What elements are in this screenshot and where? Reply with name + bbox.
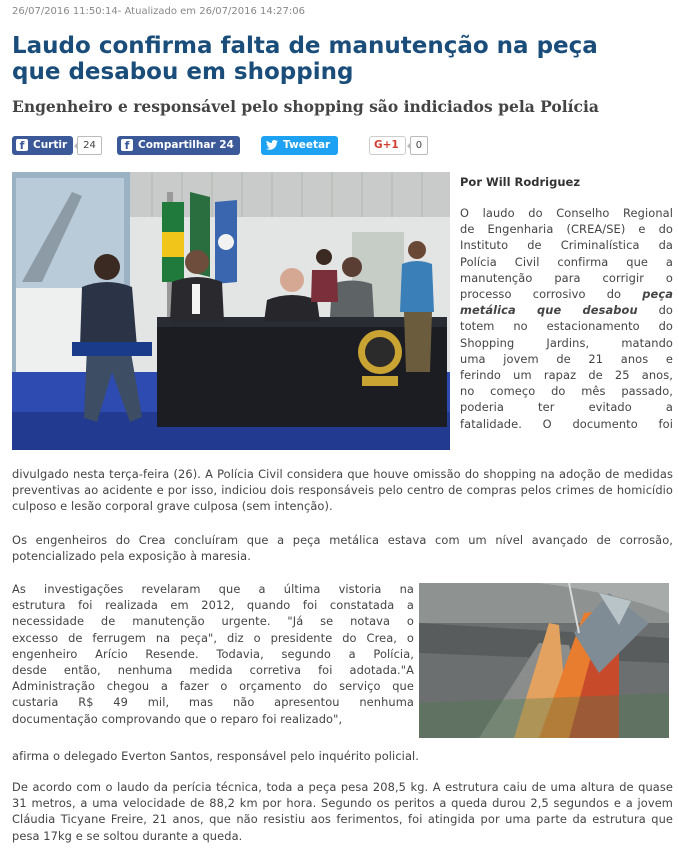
article-subtitle: Engenheiro e responsável pelo shopping são indiciados pela Polícia <box>12 97 599 116</box>
facebook-share-widget <box>117 135 240 155</box>
twitter-bird-icon <box>266 140 278 150</box>
timestamp: 26/07/2016 11:50:14- Atualizado em 26/07/2016 14:27:06 <box>12 6 305 17</box>
p3-line: excesso de ferrugem na peça", diz o presidente do Crea, o <box>12 630 414 645</box>
byline: Por Will Rodriguez <box>460 175 581 189</box>
bold-emphasis: peça <box>642 287 673 302</box>
fallen-structure-photo <box>419 583 669 738</box>
twitter-widget <box>261 135 338 155</box>
p3-line: desde então, nenhuma medida corretiva foi adotada."A <box>12 663 414 678</box>
gplus-count: 0 <box>410 136 428 155</box>
p3-line: documentação comprovando que o reparo foi realizado", <box>12 711 343 726</box>
gplus-widget <box>369 135 428 155</box>
p3-line: engenheiro Arício Resende. Todavia, segundo a Polícia, <box>12 646 414 661</box>
article-title <box>12 33 672 85</box>
p1-line: poderia ter evitado a <box>460 400 673 415</box>
p1-line: no começo do mês passado, <box>460 384 673 399</box>
fallen-structure-illustration <box>419 583 669 738</box>
p3-line: estrutura foi realizada em 2012, quando foi constatada a <box>12 598 414 613</box>
paragraph-3-column <box>12 581 414 727</box>
p1-line: Polícia Civil confirma que a <box>460 254 673 269</box>
p3-line: As investigações revelaram que a última vistoria na <box>12 582 414 596</box>
paragraph-1-column <box>460 205 673 432</box>
p1-line: totem no estacionamento do <box>460 319 673 334</box>
press-conference-photo <box>12 172 450 450</box>
p3-line: necessidade de manutenção urgente. "Já se notava o <box>12 614 414 629</box>
share-label: Compartilhar 24 <box>138 139 234 151</box>
p1-line: uma jovem de 21 anos e <box>460 351 673 366</box>
p1-line: manutenção para corrigir o <box>460 270 673 285</box>
tweet-button[interactable] <box>261 136 338 155</box>
p1-line-with-bold <box>460 302 673 318</box>
gplus-label: G+1 <box>374 139 399 151</box>
facebook-share-button[interactable] <box>117 136 240 155</box>
facebook-icon: f <box>121 139 133 151</box>
like-count: 24 <box>77 136 102 155</box>
p1-line: Instituto de Criminalística da <box>460 238 673 253</box>
title-line-2: que desabou em shopping <box>12 59 354 85</box>
press-conference-illustration <box>12 172 450 450</box>
bold-emphasis: metálica que desabou <box>460 303 638 318</box>
facebook-icon: f <box>16 139 28 151</box>
p1-line: de Engenharia (CREA/SE) e do <box>460 222 673 237</box>
p1-line: fatalidade. O documento foi <box>460 416 673 431</box>
p1-line: Shopping Jardins, matando <box>460 335 673 350</box>
p1-line: ferindo um rapaz de 25 anos, <box>460 368 673 383</box>
like-label: Curtir <box>33 139 68 151</box>
gplus-button[interactable] <box>369 136 406 155</box>
p1-line: O laudo do Conselho Regional <box>460 206 673 220</box>
p1-line-tail: do <box>658 303 673 318</box>
title-line-1: Laudo confirma falta de manutenção na peça <box>12 33 598 59</box>
paragraph-4: De acordo com o laudo da perícia técnica, toda a peça pesa 208,5 kg. A estrutura caiu de uma altura de quase 31 metros, a uma velocidade de 88,2 km por hora. Segundo os peritos a queda durou 2,5 segundos e a jovem Cláudia Ticyane Freire, 21 anos, que não resistiu aos ferimentos, foi atingida por uma parte da estrutura que pesa 17kg e se soltou durante a queda. <box>12 780 673 843</box>
paragraph-2: Os engenheiros do Crea concluíram que a peça metálica estava com um nível avançado de corrosão, potencializado pela exposição à maresia. <box>12 533 673 564</box>
p1-line-text: processo corrosivo do <box>460 287 643 302</box>
paragraph-1-continued: divulgado nesta terça-feira (26). A Polícia Civil considera que houve omissão do shopping na adoção de medidas preventivas ao acidente e por isso, indiciou dois responsáveis pelo centro de compras pelos crimes de homicídio culposo e lesão corporal grave culposa (sem intenção). <box>12 467 673 514</box>
paragraph-3-continued: afirma o delegado Everton Santos, responsável pelo inquérito policial. <box>12 749 420 763</box>
p3-line: Administração chegou a fazer o orçamento do serviço que <box>12 679 414 694</box>
facebook-like-button[interactable] <box>12 136 73 155</box>
p1-line-with-bold <box>460 286 673 302</box>
p3-line: custaria R$ 49 mil, mas não apresentou nenhuma <box>12 695 414 710</box>
facebook-like-widget <box>12 135 102 155</box>
tweet-label: Tweetar <box>283 139 331 151</box>
